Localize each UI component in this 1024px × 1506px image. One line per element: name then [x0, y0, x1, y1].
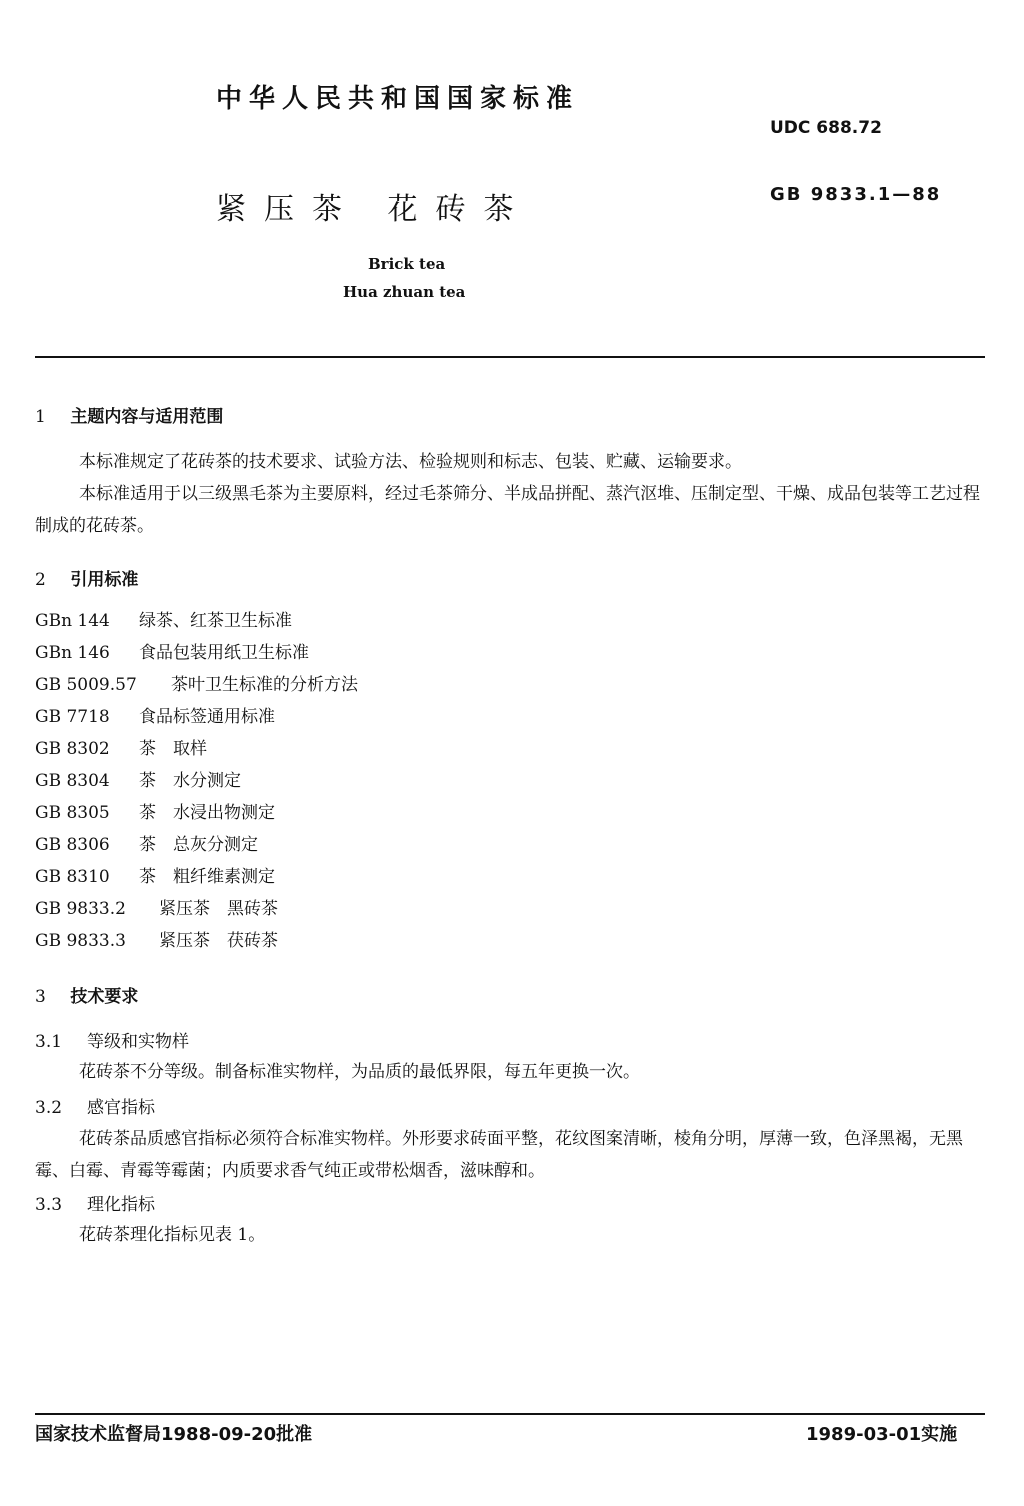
list-item [35, 861, 358, 893]
ref-title: 食品包装用纸卫生标准 [139, 643, 309, 663]
section-title: 引用标准 [70, 570, 139, 590]
list-item [35, 669, 358, 701]
subsection-number: 3.3 [35, 1195, 63, 1215]
subsection-3-2-heading [35, 1093, 155, 1118]
effective-date: 1989-03-01实施 [806, 1424, 958, 1445]
section-number: 1 [35, 407, 46, 427]
section-2-heading [35, 565, 138, 590]
subsection-title: 等级和实物样 [87, 1032, 189, 1052]
english-title-2: Hua zhuan tea [343, 283, 466, 301]
english-title-1: Brick tea [368, 255, 446, 273]
ref-title: 茶 取样 [139, 739, 207, 759]
list-item [35, 797, 358, 829]
ref-code: GB 9833.3 [35, 931, 126, 951]
ref-title: 紧压茶 黑砖茶 [159, 899, 278, 919]
gb-code: GB 9833.1—88 [770, 184, 942, 205]
list-item [35, 605, 358, 637]
list-item [35, 765, 358, 797]
list-item [35, 701, 358, 733]
list-item [35, 893, 358, 925]
ref-title: 茶 水浸出物测定 [139, 803, 275, 823]
ref-code: GB 8305 [35, 803, 110, 823]
udc-code: UDC 688.72 [770, 118, 882, 138]
section-title: 主题内容与适用范围 [70, 407, 224, 427]
ref-code: GB 7718 [35, 707, 110, 727]
list-item [35, 733, 358, 765]
section-number: 3 [35, 987, 46, 1007]
subsection-3-1-text: 花砖茶不分等级。制备标准实物样，为品质的最低界限，每五年更换一次。 [79, 1062, 640, 1082]
ref-code: GB 5009.57 [35, 675, 137, 695]
subsection-title: 理化指标 [87, 1195, 155, 1215]
ref-code: GBn 144 [35, 611, 110, 631]
list-item [35, 637, 358, 669]
reference-list [35, 605, 358, 957]
section-3-heading [35, 982, 138, 1007]
ref-title: 食品标签通用标准 [139, 707, 275, 727]
ref-code: GB 8302 [35, 739, 110, 759]
ref-code: GB 9833.2 [35, 899, 126, 919]
ref-title: 茶叶卫生标准的分析方法 [171, 675, 358, 695]
ref-title: 绿茶、红茶卫生标准 [139, 611, 292, 631]
subsection-title: 感官指标 [87, 1098, 155, 1118]
subsection-3-2-text: 花砖茶品质感官指标必须符合标准实物样。外形要求砖面平整，花纹图案清晰，棱角分明，厚薄一致，色泽黑褐，无黑霉、白霉、青霉等霉菌；内质要求香气纯正或带松烟香，滋味醇和。 [35, 1129, 963, 1181]
list-item [35, 829, 358, 861]
ref-code: GB 8310 [35, 867, 110, 887]
standard-name: 中华人民共和国国家标准 [216, 84, 580, 114]
section-1-para-2: 本标准适用于以三级黑毛茶为主要原料，经过毛茶筛分、半成品拼配、蒸汽沤堆、压制定型、干燥、成品包装等工艺过程制成的花砖茶。 [35, 484, 980, 536]
ref-code: GB 8306 [35, 835, 110, 855]
section-1-heading [35, 402, 223, 427]
section-title: 技术要求 [70, 987, 139, 1007]
section-1-para-1: 本标准规定了花砖茶的技术要求、试验方法、检验规则和标志、包装、贮藏、运输要求。 [79, 452, 742, 472]
ref-code: GBn 146 [35, 643, 110, 663]
ref-code: GB 8304 [35, 771, 110, 791]
subsection-3-3-heading [35, 1190, 155, 1215]
ref-title: 紧压茶 茯砖茶 [159, 931, 278, 951]
footer-rule [35, 1413, 985, 1415]
list-item [35, 925, 358, 957]
ref-title: 茶 粗纤维素测定 [139, 867, 275, 887]
section-number: 2 [35, 570, 46, 590]
header-rule [35, 356, 985, 358]
subsection-number: 3.1 [35, 1032, 63, 1052]
subsection-3-1-heading [35, 1027, 189, 1052]
document-title: 紧压茶 花砖茶 [216, 192, 532, 227]
ref-title: 茶 水分测定 [139, 771, 241, 791]
approval-date: 国家技术监督局1988-09-20批准 [35, 1424, 313, 1445]
subsection-3-3-text: 花砖茶理化指标见表 1。 [79, 1225, 266, 1245]
ref-title: 茶 总灰分测定 [139, 835, 258, 855]
subsection-number: 3.2 [35, 1098, 63, 1118]
